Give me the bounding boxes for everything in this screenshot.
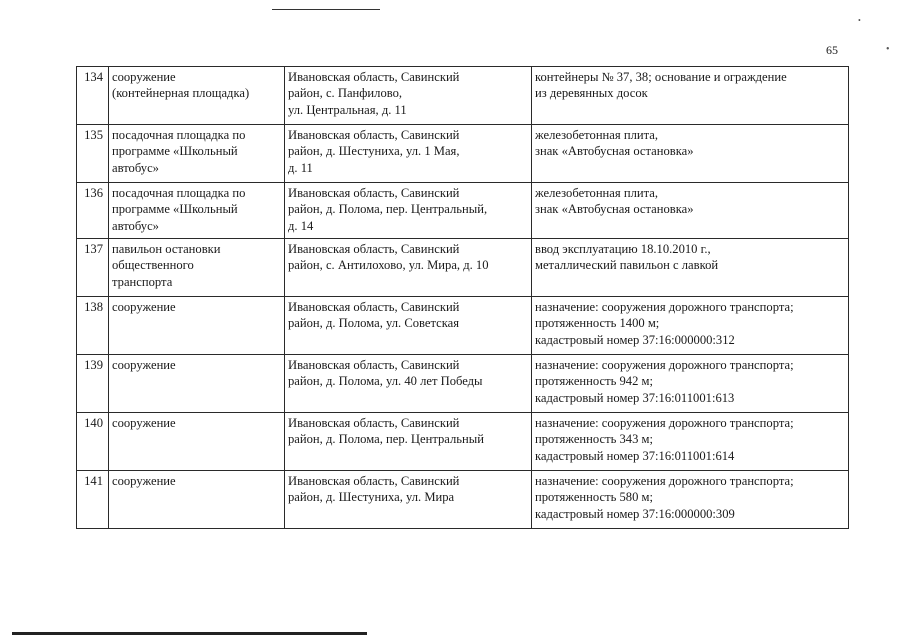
object-name: сооружение [109, 413, 285, 471]
row-number: 135 [77, 125, 109, 183]
table-row [77, 413, 849, 471]
row-number: 136 [77, 183, 109, 239]
object-name: посадочная площадка по программе «Школьный автобус» [109, 125, 285, 183]
property-registry-table [76, 66, 849, 529]
scan-mark-right: • [886, 44, 890, 55]
object-description: назначение: сооружения дорожного транспорта; протяженность 343 м; кадастровый номер 37:16:011001:614 [532, 413, 849, 471]
table-row [77, 297, 849, 355]
object-address: Ивановская область, Савинский район, д. Полома, ул. Советская [285, 297, 532, 355]
object-name: посадочная площадка по программе «Школьный автобус» [109, 183, 285, 239]
object-name: сооружение [109, 471, 285, 529]
table-row [77, 125, 849, 183]
table-row [77, 183, 849, 239]
object-description: назначение: сооружения дорожного транспорта; протяженность 580 м; кадастровый номер 37:16:000000:309 [532, 471, 849, 529]
table-row [77, 355, 849, 413]
object-name: павильон остановки общественного транспорта [109, 239, 285, 297]
object-description: железобетонная плита, знак «Автобусная остановка» [532, 125, 849, 183]
page-number: 65 [826, 43, 838, 57]
row-number: 139 [77, 355, 109, 413]
footer-rule [12, 632, 367, 635]
object-description: железобетонная плита, знак «Автобусная остановка» [532, 183, 849, 239]
scan-mark-top: • [858, 16, 861, 25]
header-rule [272, 9, 380, 10]
row-number: 137 [77, 239, 109, 297]
table-row [77, 239, 849, 297]
object-description: контейнеры № 37, 38; основание и ограждение из деревянных досок [532, 67, 849, 125]
table-row [77, 67, 849, 125]
object-address: Ивановская область, Савинский район, д. Полома, пер. Центральный [285, 413, 532, 471]
row-number: 138 [77, 297, 109, 355]
row-number: 134 [77, 67, 109, 125]
object-description: назначение: сооружения дорожного транспорта; протяженность 942 м; кадастровый номер 37:16:011001:613 [532, 355, 849, 413]
table-row [77, 471, 849, 529]
object-address: Ивановская область, Савинский район, д. Шестуниха, ул. Мира [285, 471, 532, 529]
object-address: Ивановская область, Савинский район, д. Полома, пер. Центральный, д. 14 [285, 183, 532, 239]
row-number: 140 [77, 413, 109, 471]
object-description: назначение: сооружения дорожного транспорта; протяженность 1400 м; кадастровый номер 37:16:000000:312 [532, 297, 849, 355]
object-address: Ивановская область, Савинский район, с. Панфилово, ул. Центральная, д. 11 [285, 67, 532, 125]
row-number: 141 [77, 471, 109, 529]
object-address: Ивановская область, Савинский район, д. Полома, ул. 40 лет Победы [285, 355, 532, 413]
object-address: Ивановская область, Савинский район, д. Шестуниха, ул. 1 Мая, д. 11 [285, 125, 532, 183]
object-description: ввод эксплуатацию 18.10.2010 г., металлический павильон с лавкой [532, 239, 849, 297]
object-address: Ивановская область, Савинский район, с. Антилохово, ул. Мира, д. 10 [285, 239, 532, 297]
object-name: сооружение (контейнерная площадка) [109, 67, 285, 125]
object-name: сооружение [109, 297, 285, 355]
object-name: сооружение [109, 355, 285, 413]
